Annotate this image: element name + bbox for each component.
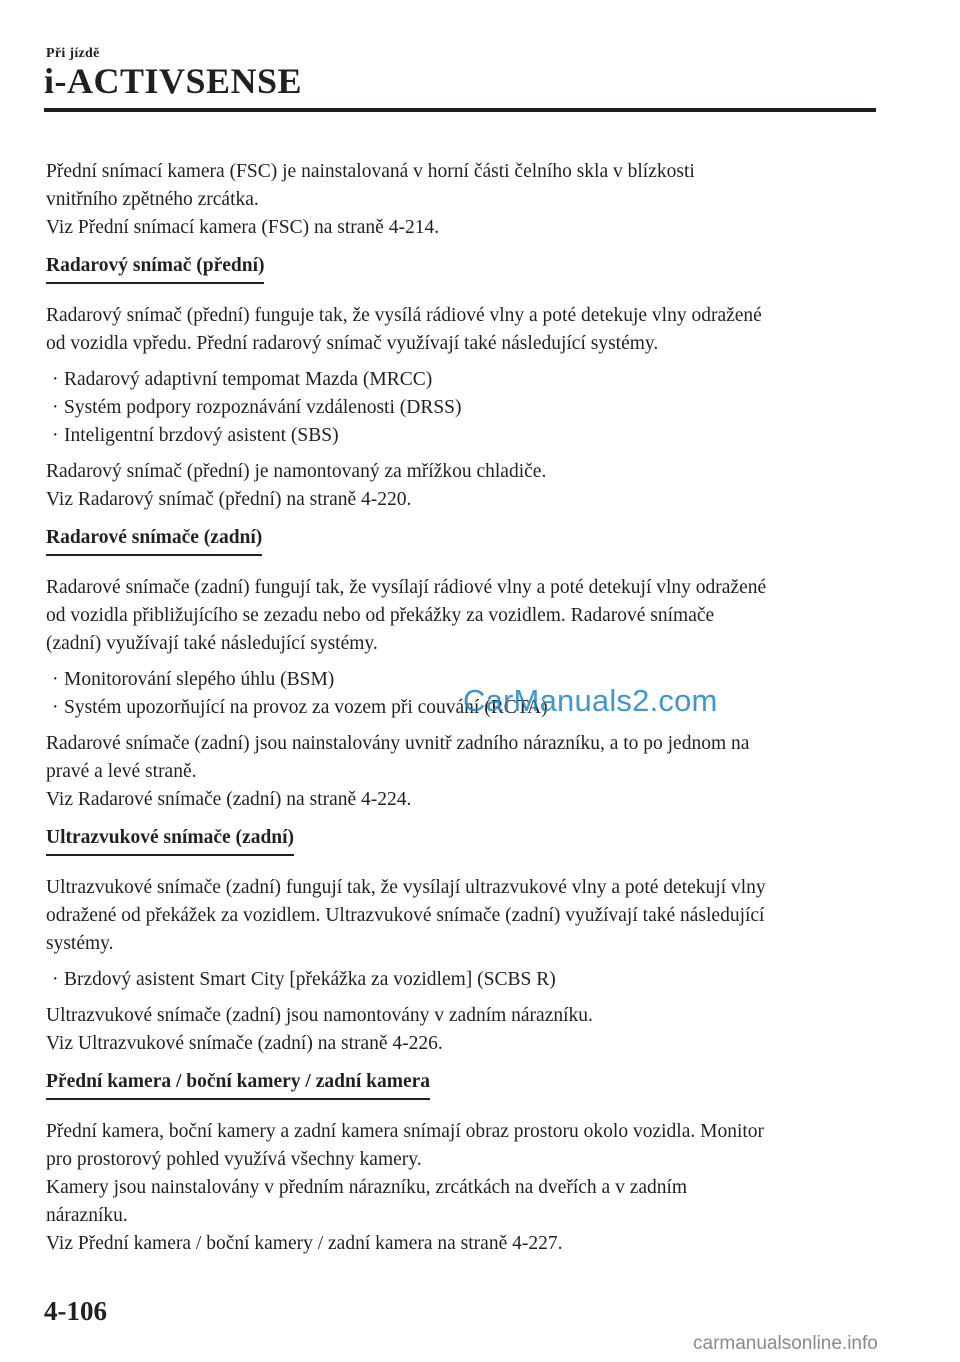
text-line: Přední snímací kamera (FSC) je nainstalovaná v horní části čelního skla v blízkosti: [46, 161, 695, 182]
text-line: Viz Radarový snímač (přední) na straně 4-220.: [46, 489, 412, 510]
text-line: Ultrazvukové snímače (zadní) fungují tak, že vysílají ultrazvukové vlny a poté detekují vlny: [46, 877, 766, 898]
bullet-list: [46, 366, 876, 450]
section-rear-radar: [46, 524, 876, 814]
watermark-text: CarManuals2.com: [463, 683, 718, 718]
bullet-dot: ·: [52, 425, 59, 446]
text-line: Viz Přední snímací kamera (FSC) na straně 4-214.: [46, 217, 440, 238]
text-line: pravé a levé straně.: [46, 761, 197, 782]
page-number: 4-106: [44, 1296, 107, 1326]
section-ultrasonic: [46, 824, 876, 1058]
section-cameras: [46, 1068, 876, 1258]
section-heading: Radarový snímač (přední): [46, 252, 264, 284]
section-label: Při jízdě: [46, 46, 100, 61]
text-line: od vozidla vpředu. Přední radarový snímač využívají také následující systémy.: [46, 333, 659, 354]
section-paragraph: [46, 302, 876, 358]
footer-site-url: carmanualsonline.info: [693, 1333, 878, 1354]
section-paragraph: [46, 1002, 876, 1058]
text-line: Kamery jsou nainstalovány v předním nárazníku, zrcátkách na dveřích a v zadním: [46, 1177, 688, 1198]
list-item: · Monitorování slepého úhlu (BSM): [46, 666, 876, 694]
section-paragraph: [46, 1118, 876, 1258]
text-line: odražené od překážek za vozidlem. Ultrazvukové snímače (zadní) využívají také následující: [46, 905, 765, 926]
text-line: Radarový snímač (přední) funguje tak, že vysílá rádiové vlny a poté detekuje vlny odražené: [46, 305, 762, 326]
bullet-dot: ·: [52, 969, 59, 990]
section-paragraph: [46, 458, 876, 514]
text-line: Radarové snímače (zadní) jsou nainstalovány uvnitř zadního nárazníku, a to po jednom na: [46, 733, 750, 754]
bullet-dot: ·: [52, 669, 59, 690]
text-line: Viz Přední kamera / boční kamery / zadní kamera na straně 4-227.: [46, 1233, 563, 1254]
section-paragraph: [46, 874, 876, 958]
list-item: · Brzdový asistent Smart City [překážka za vozidlem] (SCBS R): [46, 966, 876, 994]
list-item: · Systém podpory rozpoznávání vzdálenosti (DRSS): [46, 394, 876, 422]
bullet-list: [46, 666, 876, 722]
section-front-radar: [46, 252, 876, 514]
text-line: pro prostorový pohled využívá všechny kamery.: [46, 1149, 422, 1170]
section-paragraph: [46, 574, 876, 658]
section-heading: Přední kamera / boční kamery / zadní kamera: [46, 1068, 430, 1100]
header-divider: [44, 108, 876, 112]
text-line: od vozidla přibližujícího se zezadu nebo od překážky za vozidlem. Radarové snímače: [46, 605, 715, 626]
list-item: · Inteligentní brzdový asistent (SBS): [46, 422, 876, 450]
section-heading: Radarové snímače (zadní): [46, 524, 262, 556]
text-line: Viz Radarové snímače (zadní) na straně 4-224.: [46, 789, 412, 810]
text-line: vnitřního zpětného zrcátka.: [46, 189, 259, 210]
text-line: Radarové snímače (zadní) fungují tak, že vysílají rádiové vlny a poté detekují vlny odražené: [46, 577, 767, 598]
text-line: (zadní) využívají také následující systémy.: [46, 633, 378, 654]
text-line: Viz Ultrazvukové snímače (zadní) na straně 4-226.: [46, 1033, 443, 1054]
text-line: nárazníku.: [46, 1205, 128, 1226]
text-line: Radarový snímač (přední) je namontovaný za mřížkou chladiče.: [46, 461, 547, 482]
text-line: Ultrazvukové snímače (zadní) jsou namontovány v zadním nárazníku.: [46, 1005, 593, 1026]
list-item: · Radarový adaptivní tempomat Mazda (MRCC): [46, 366, 876, 394]
bullet-dot: ·: [52, 397, 59, 418]
intro-paragraph: [46, 158, 876, 242]
bullet-dot: ·: [52, 369, 59, 390]
bullet-list: [46, 966, 876, 994]
page-title: i-ACTIVSENSE: [44, 61, 303, 101]
section-paragraph: [46, 730, 876, 814]
document-body: [46, 158, 876, 1258]
list-item: · Systém upozorňující na provoz za vozem při couvání (RCTA): [46, 694, 876, 722]
bullet-dot: ·: [52, 697, 59, 718]
section-heading: Ultrazvukové snímače (zadní): [46, 824, 294, 856]
text-line: Přední kamera, boční kamery a zadní kamera snímají obraz prostoru okolo vozidla. Monitor: [46, 1121, 765, 1142]
text-line: systémy.: [46, 933, 114, 954]
